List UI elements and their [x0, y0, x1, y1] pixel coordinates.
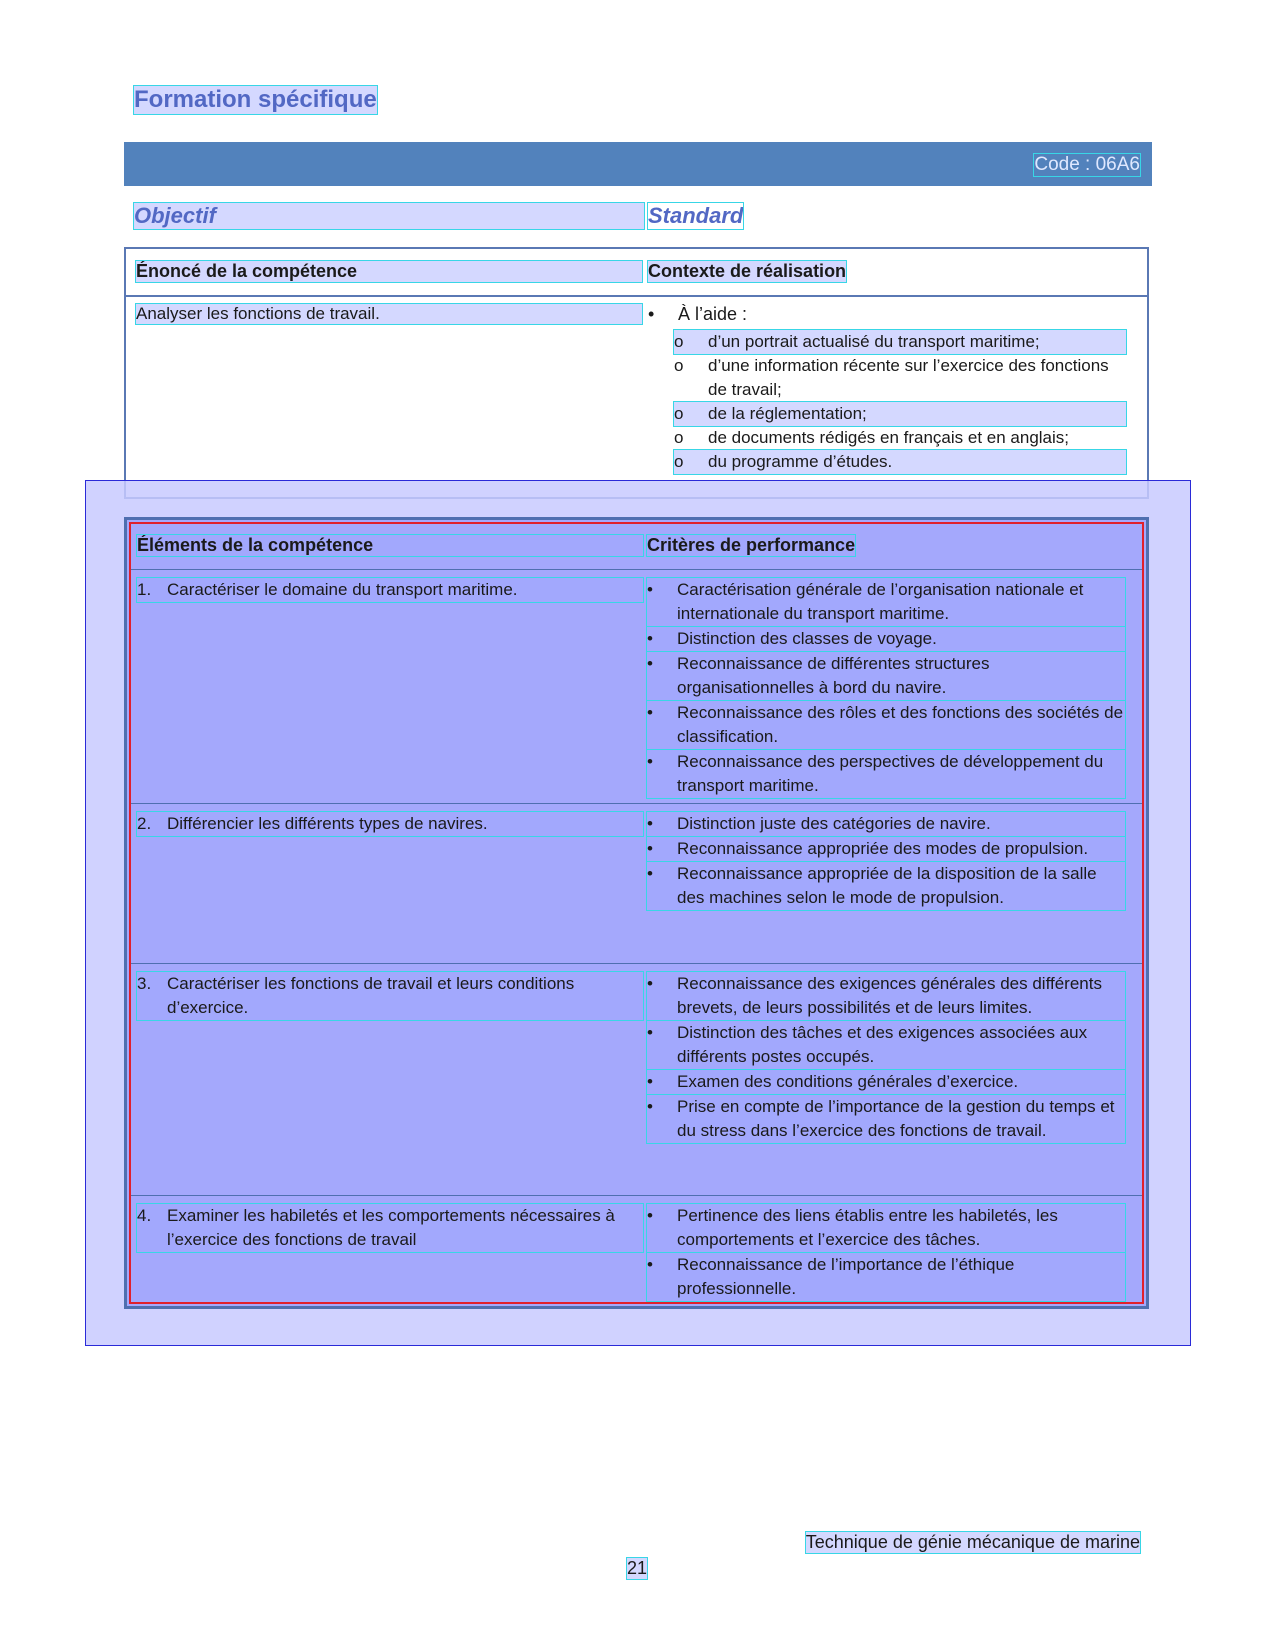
bullet-icon: •	[648, 304, 655, 324]
bullet-icon: •	[647, 1097, 653, 1116]
list-item: • Reconnaissance de différentes structures organisationnelles à bord du navire.	[647, 652, 1125, 700]
page-title: Formation spécifique	[134, 86, 377, 113]
table-row	[131, 1195, 1142, 1305]
list-item: • Distinction juste des catégories de navire.	[647, 812, 1125, 836]
circle-bullet-icon: o	[674, 332, 684, 351]
context-main	[648, 304, 747, 325]
list-item: • Reconnaissance des rôles et des fonctions des sociétés de classification.	[647, 701, 1125, 749]
list-item: • Reconnaissance appropriée de la disposition de la salle des machines selon le mode de propulsion.	[647, 862, 1125, 910]
bullet-icon: •	[647, 752, 653, 771]
circle-bullet-icon: o	[674, 428, 684, 447]
criteria-list	[647, 578, 1125, 799]
enonce-table-header	[126, 249, 1147, 297]
bullet-icon: •	[647, 629, 653, 648]
element-text: 3. Caractériser les fonctions de travail et leurs conditions d’exercice.	[137, 972, 643, 1020]
context-main-text: À l’aide :	[678, 304, 748, 324]
enonce-text: Analyser les fonctions de travail.	[136, 304, 642, 324]
list-item: • Pertinence des liens établis entre les habiletés, les comportements et l’exercice des tâches.	[647, 1204, 1125, 1252]
bullet-icon: •	[647, 1072, 653, 1091]
bullet-icon: •	[647, 1023, 653, 1042]
list-item: • Caractérisation générale de l’organisation nationale et internationale du transport maritime.	[647, 578, 1125, 626]
element-text: 2. Différencier les différents types de navires.	[137, 812, 643, 836]
criteria-list	[647, 972, 1125, 1144]
bullet-icon: •	[647, 839, 653, 858]
footer-program: Technique de génie mécanique de marine	[805, 1532, 1140, 1552]
elements-table	[124, 517, 1149, 1309]
list-item: o d’un portrait actualisé du transport maritime;	[674, 330, 1126, 354]
element-text: 4. Examiner les habiletés et les comportements nécessaires à l’exercice des fonctions de travail	[137, 1204, 643, 1252]
section-objectif: Objectif	[134, 203, 644, 229]
criteria-list	[647, 812, 1125, 911]
criteres-header: Critères de performance	[647, 535, 856, 555]
list-item: • Reconnaissance appropriée des modes de propulsion.	[647, 837, 1125, 861]
elements-table-inner	[129, 522, 1144, 1304]
list-item: • Examen des conditions générales d’exercice.	[647, 1070, 1125, 1094]
list-item: • Reconnaissance des perspectives de développement du transport maritime.	[647, 750, 1125, 798]
enonce-header: Énoncé de la compétence	[136, 261, 642, 282]
criteria-list	[647, 1204, 1125, 1302]
list-item: • Reconnaissance des exigences générales des différents brevets, de leurs possibilités et de leurs limites.	[647, 972, 1125, 1020]
list-item: • Distinction des tâches et des exigences associées aux différents postes occupés.	[647, 1021, 1125, 1069]
element-text: 1. Caractériser le domaine du transport maritime.	[137, 578, 643, 602]
list-item: o d’une information récente sur l’exercice des fonctions de travail;	[674, 356, 1109, 399]
enonce-table	[124, 247, 1149, 499]
bullet-icon: •	[647, 1255, 653, 1274]
list-item: • Distinction des classes de voyage.	[647, 627, 1125, 651]
list-item: • Reconnaissance de l’importance de l’éthique professionnelle.	[647, 1253, 1125, 1301]
bullet-icon: •	[647, 580, 653, 599]
circle-bullet-icon: o	[674, 404, 684, 423]
list-item: • Prise en compte de l’importance de la gestion du temps et du stress dans l’exercice des fonctions de travail.	[647, 1095, 1125, 1143]
page-number: 21	[627, 1558, 648, 1578]
elements-header: Éléments de la compétence	[137, 535, 643, 556]
code-bar	[124, 142, 1152, 186]
bullet-icon: •	[647, 1206, 653, 1225]
elements-table-header	[131, 524, 1142, 570]
list-item: o de la réglementation;	[674, 402, 1126, 426]
bullet-icon: •	[647, 814, 653, 833]
context-list	[674, 330, 1126, 474]
bullet-icon: •	[647, 703, 653, 722]
contexte-header: Contexte de réalisation	[648, 261, 847, 281]
table-row	[131, 569, 1142, 804]
program-code: Code : 06A6	[1034, 154, 1140, 175]
list-item: o du programme d’études.	[674, 450, 1126, 474]
table-row	[131, 963, 1142, 1196]
circle-bullet-icon: o	[674, 356, 684, 375]
bullet-icon: •	[647, 654, 653, 673]
table-row	[131, 803, 1142, 964]
list-item: o de documents rédigés en français et en anglais;	[674, 426, 1126, 450]
bullet-icon: •	[647, 864, 653, 883]
bullet-icon: •	[647, 974, 653, 993]
circle-bullet-icon: o	[674, 452, 684, 471]
section-standard: Standard	[648, 203, 744, 228]
